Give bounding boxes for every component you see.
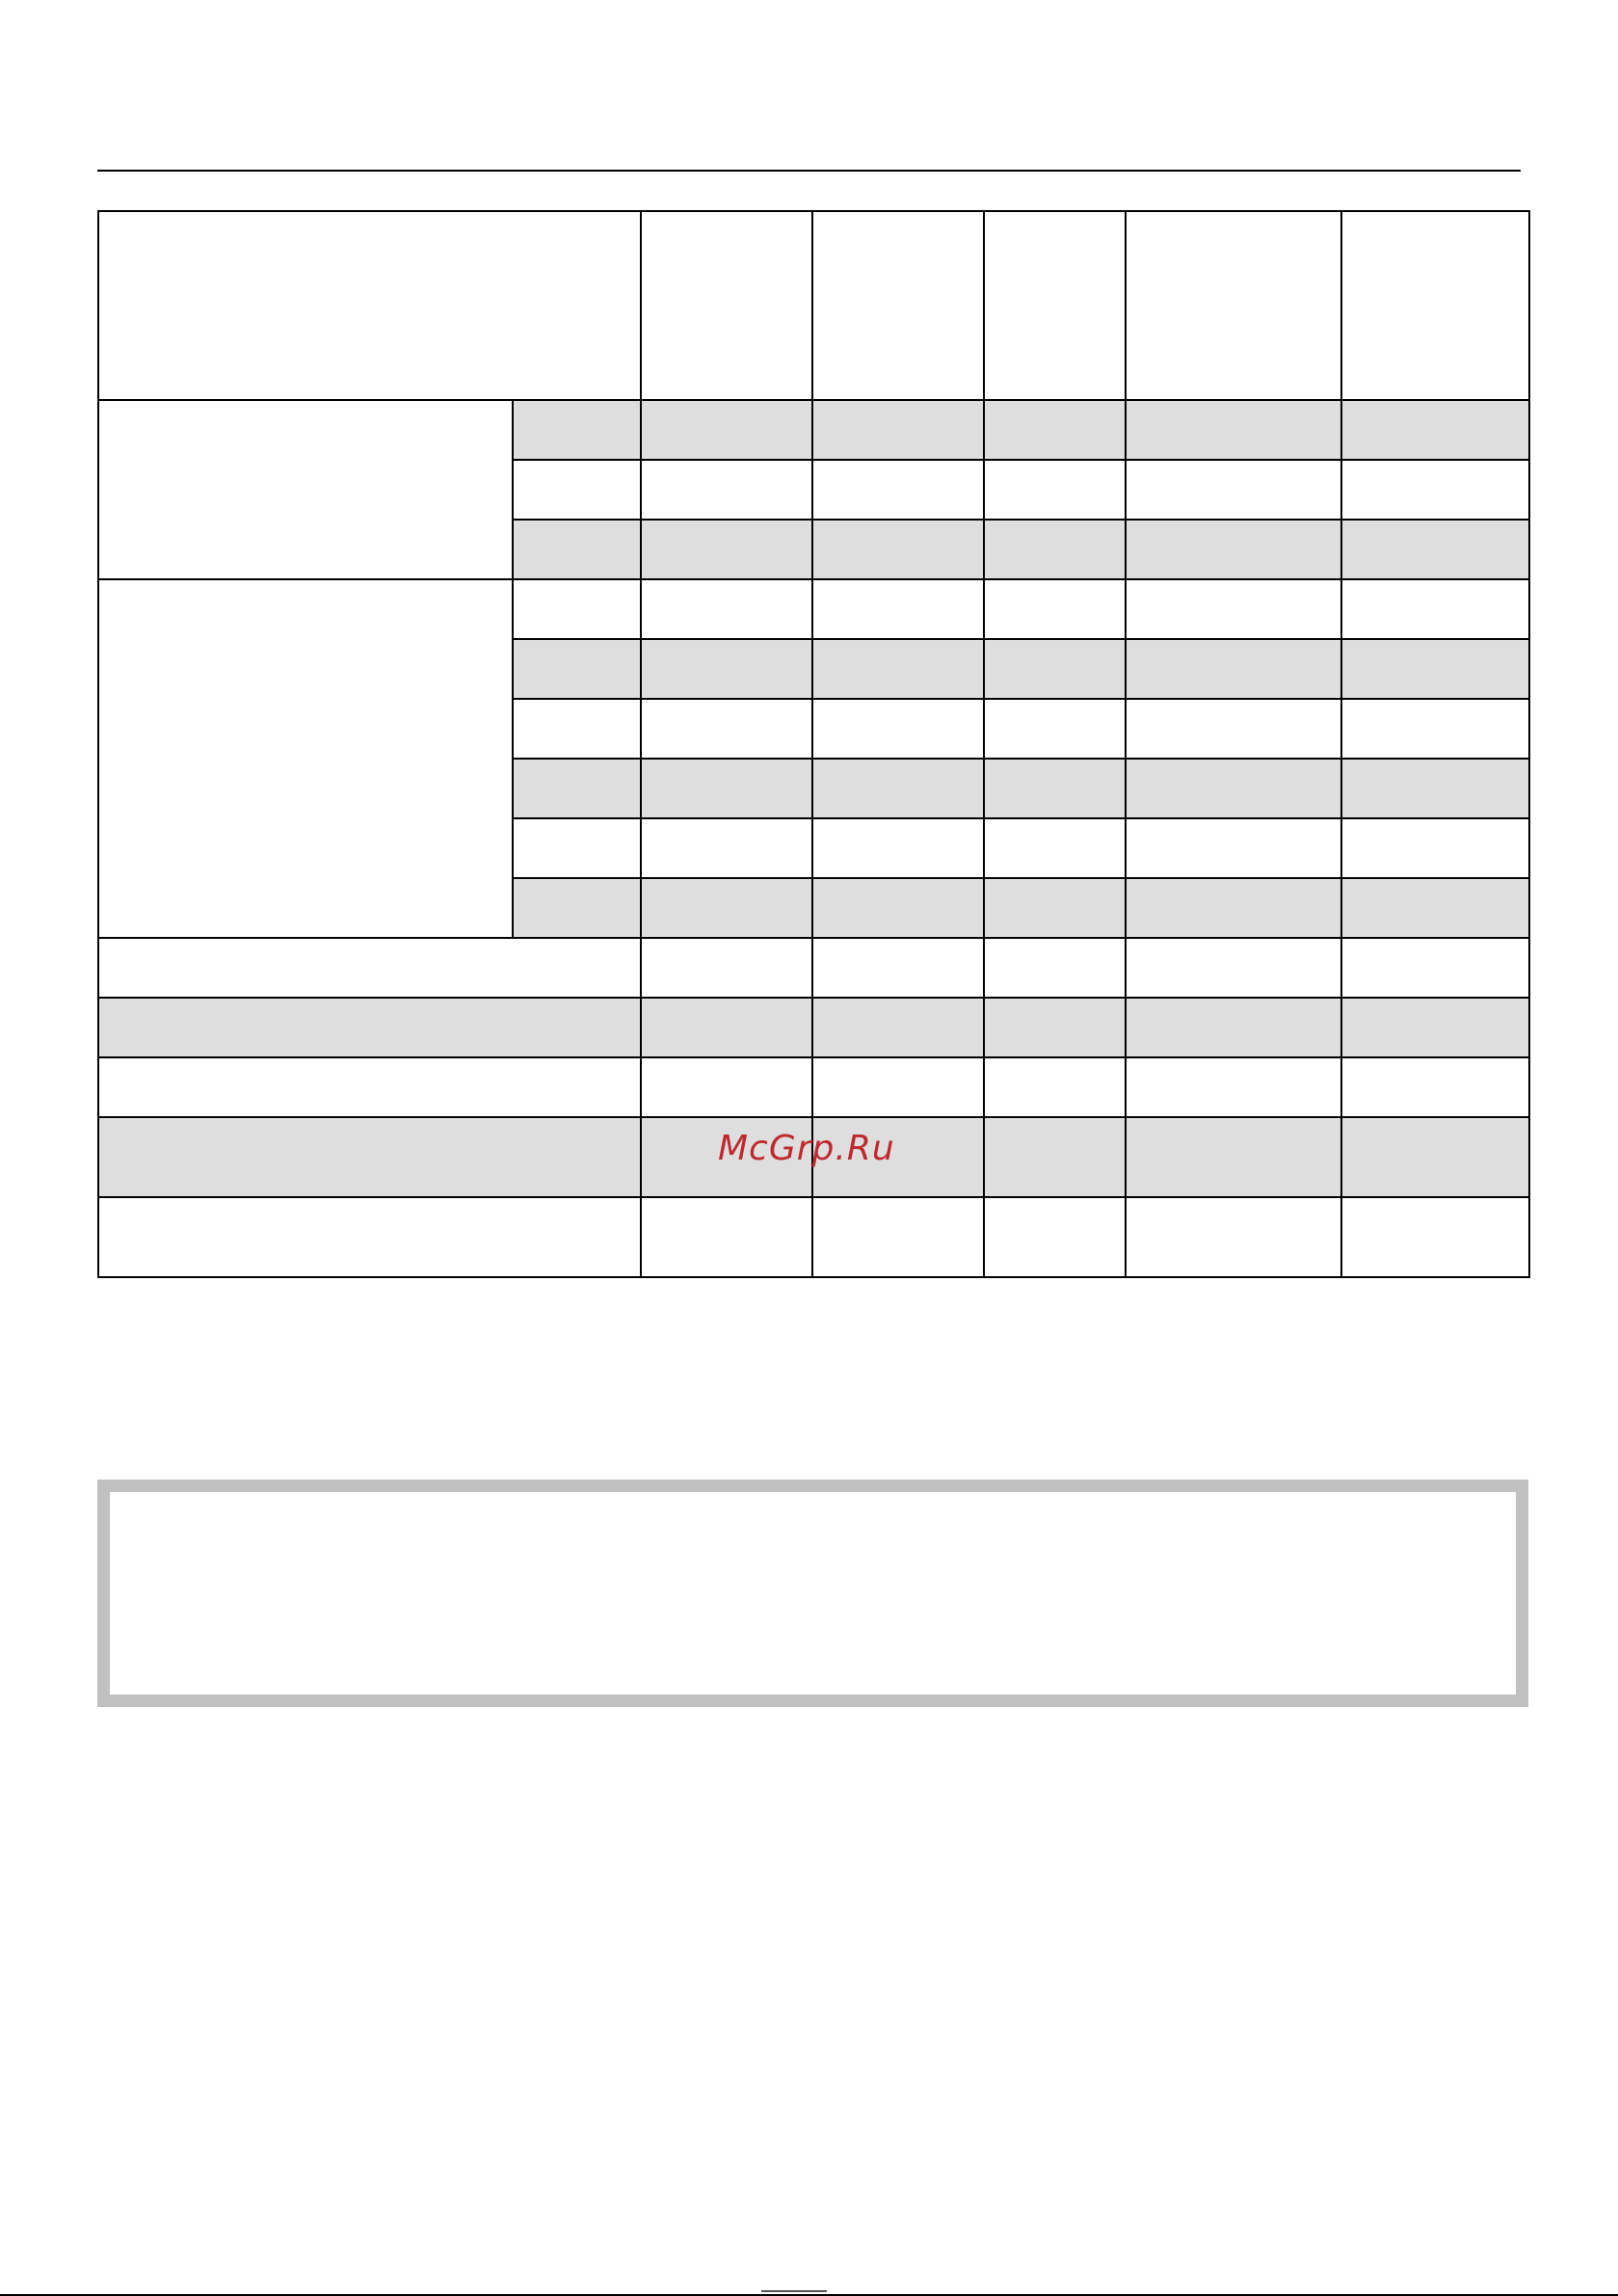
table-cell bbox=[984, 639, 1126, 699]
table-row bbox=[98, 579, 1529, 639]
table-cell bbox=[812, 1057, 984, 1117]
header-cell bbox=[812, 211, 984, 400]
table-cell bbox=[984, 878, 1126, 938]
table-cell bbox=[1341, 520, 1529, 579]
table-row bbox=[98, 998, 1529, 1057]
table-cell bbox=[1126, 1057, 1341, 1117]
table-cell bbox=[513, 699, 641, 759]
table-cell bbox=[641, 1197, 812, 1277]
table-cell bbox=[513, 460, 641, 520]
header-rule bbox=[97, 170, 1521, 172]
table-row bbox=[98, 1057, 1529, 1117]
table-cell bbox=[641, 639, 812, 699]
table-cell bbox=[1341, 639, 1529, 699]
table-cell bbox=[641, 1057, 812, 1117]
table-cell bbox=[812, 639, 984, 699]
table-cell bbox=[641, 579, 812, 639]
table-cell bbox=[1126, 520, 1341, 579]
table-cell bbox=[1126, 1197, 1341, 1277]
table-cell bbox=[1126, 818, 1341, 878]
table-cell bbox=[812, 460, 984, 520]
table-cell bbox=[513, 639, 641, 699]
table-cell bbox=[984, 699, 1126, 759]
table-cell bbox=[984, 460, 1126, 520]
table-cell bbox=[1341, 818, 1529, 878]
table-cell bbox=[1341, 998, 1529, 1057]
table-cell bbox=[1341, 1197, 1529, 1277]
table-cell bbox=[513, 579, 641, 639]
table-header-row bbox=[98, 211, 1529, 400]
table-cell bbox=[812, 579, 984, 639]
table-cell bbox=[1341, 938, 1529, 998]
table-cell bbox=[641, 759, 812, 818]
row-label bbox=[98, 1117, 641, 1197]
table-cell bbox=[812, 878, 984, 938]
table-cell bbox=[1126, 639, 1341, 699]
table-row bbox=[98, 400, 1529, 460]
table-cell bbox=[513, 400, 641, 460]
table-cell bbox=[1341, 759, 1529, 818]
table-cell bbox=[1341, 579, 1529, 639]
table-cell bbox=[1126, 938, 1341, 998]
table-cell bbox=[1126, 998, 1341, 1057]
table-cell bbox=[513, 520, 641, 579]
page-number-mark bbox=[761, 2290, 827, 2292]
table-cell bbox=[1341, 460, 1529, 520]
table-cell bbox=[513, 818, 641, 878]
group-label-1 bbox=[98, 400, 513, 579]
table-cell bbox=[812, 818, 984, 878]
table-cell bbox=[1126, 759, 1341, 818]
table-cell bbox=[984, 1197, 1126, 1277]
table-cell bbox=[1341, 699, 1529, 759]
table-cell bbox=[1126, 1117, 1341, 1197]
table-cell bbox=[812, 699, 984, 759]
table-cell bbox=[641, 400, 812, 460]
row-label bbox=[98, 1057, 641, 1117]
table-cell bbox=[1341, 878, 1529, 938]
table-cell bbox=[812, 938, 984, 998]
header-cell bbox=[98, 211, 641, 400]
row-label bbox=[98, 998, 641, 1057]
header-cell bbox=[984, 211, 1126, 400]
header-cell bbox=[1126, 211, 1341, 400]
watermark-text: McGrp.Ru bbox=[718, 1129, 895, 1168]
table-cell bbox=[984, 938, 1126, 998]
table-cell bbox=[1126, 579, 1341, 639]
table-cell bbox=[1126, 400, 1341, 460]
note-box bbox=[97, 1480, 1528, 1707]
table-cell bbox=[1126, 699, 1341, 759]
table-row bbox=[98, 1197, 1529, 1277]
table-cell bbox=[984, 759, 1126, 818]
row-label bbox=[98, 938, 641, 998]
header-cell bbox=[1341, 211, 1529, 400]
group-label-2 bbox=[98, 579, 513, 938]
table-cell bbox=[812, 1197, 984, 1277]
table-cell bbox=[1126, 878, 1341, 938]
table-cell bbox=[513, 759, 641, 818]
table-cell bbox=[1341, 1057, 1529, 1117]
table-cell bbox=[641, 998, 812, 1057]
table-cell bbox=[984, 1117, 1126, 1197]
table-cell bbox=[812, 998, 984, 1057]
table-cell bbox=[641, 520, 812, 579]
table-cell bbox=[641, 818, 812, 878]
table-cell bbox=[984, 400, 1126, 460]
table-cell bbox=[812, 759, 984, 818]
table-cell bbox=[1341, 400, 1529, 460]
table-cell bbox=[641, 699, 812, 759]
table-cell bbox=[812, 520, 984, 579]
header-cell bbox=[641, 211, 812, 400]
table-cell bbox=[513, 878, 641, 938]
table-cell bbox=[984, 1057, 1126, 1117]
table-cell bbox=[641, 938, 812, 998]
spec-table bbox=[97, 210, 1530, 1278]
table-cell bbox=[984, 818, 1126, 878]
table-cell bbox=[641, 878, 812, 938]
table-cell bbox=[984, 520, 1126, 579]
table-cell bbox=[812, 400, 984, 460]
table-cell bbox=[1126, 460, 1341, 520]
table-cell bbox=[1341, 1117, 1529, 1197]
table-cell bbox=[641, 460, 812, 520]
table-cell bbox=[984, 998, 1126, 1057]
table-cell bbox=[984, 579, 1126, 639]
table-row bbox=[98, 938, 1529, 998]
row-label bbox=[98, 1197, 641, 1277]
